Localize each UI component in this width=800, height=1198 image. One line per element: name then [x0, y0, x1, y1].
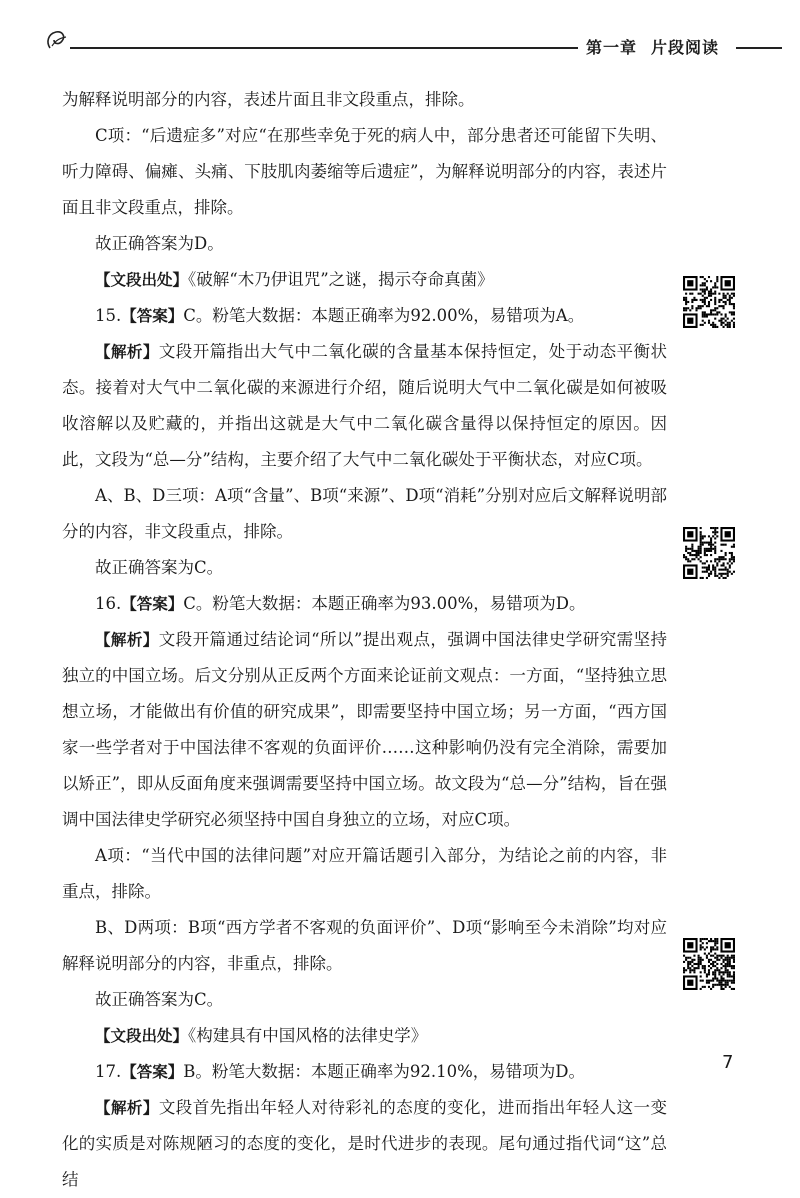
source-tag: 【文段出处】 [95, 271, 189, 289]
paragraph-text: 故正确答案为D。 [95, 234, 224, 253]
paragraph [62, 118, 667, 226]
chapter-title: 片段阅读 [651, 38, 720, 57]
analysis-paragraph [62, 334, 667, 478]
analysis-text: 文段开篇指出大气中二氧化碳的含量基本保持恒定，处于动态平衡状态。接着对大气中二氧化碳的来源进行介绍，随后说明大气中二氧化碳是如何被吸收溶解以及贮藏的，并指出这就是大气中二氧化碳含量得以保持恒定的原因。因此，文段为“总—分”结构，主要介绍了大气中二氧化碳处于平衡状态，对应C项。 [62, 342, 667, 469]
paragraph-text: B、D两项：B项“西方学者不客观的负面评价”、D项“影响至今未消除”均对应解释说明部分的内容，非重点，排除。 [62, 918, 667, 973]
page-number: 7 [722, 1052, 734, 1073]
analysis-paragraph [62, 622, 667, 838]
analysis-tag: 【解析】 [95, 1099, 159, 1117]
paragraph-text: 故正确答案为C。 [95, 558, 224, 577]
header-rule-left [70, 47, 578, 49]
header-rule-right [736, 47, 782, 49]
answer-tag: 【答案】 [121, 1063, 184, 1081]
leaf-ornament-icon [44, 26, 74, 56]
source-paragraph [62, 1018, 667, 1054]
qr-code-16[interactable] [683, 527, 735, 579]
question-number: 17. [95, 1062, 122, 1081]
page-body [62, 82, 667, 1198]
paragraph [62, 550, 667, 586]
paragraph [62, 82, 667, 118]
chapter-heading [586, 35, 733, 58]
paragraph [62, 910, 667, 982]
answer-text: C。粉笔大数据：本题正确率为92.00%，易错项为A。 [183, 306, 585, 325]
answer-text: C。粉笔大数据：本题正确率为93.00%，易错项为D。 [183, 594, 586, 613]
paragraph [62, 226, 667, 262]
answer-paragraph [62, 1054, 667, 1090]
qr-code-icon [683, 938, 735, 990]
paragraph [62, 478, 667, 550]
source-tag: 【文段出处】 [95, 1027, 189, 1045]
analysis-tag: 【解析】 [95, 343, 159, 361]
qr-code-icon [683, 527, 735, 579]
qr-code-15[interactable] [683, 276, 735, 328]
paragraph-text: A项：“当代中国的法律问题”对应开篇话题引入部分，为结论之前的内容，非重点，排除。 [62, 846, 667, 901]
analysis-text: 文段开篇通过结论词“所以”提出观点，强调中国法律史学研究需坚持独立的中国立场。后文分别从正反两个方面来论证前文观点：一方面，“坚持独立思想立场，才能做出有价值的研究成果”，即需要坚持中国立场；另一方面，“西方国家一些学者对于中国法律不客观的负面评价……这种影响仍没有完全消除，需要加以矫正”，即从反面角度来强调需要坚持中国立场。故文段为“总—分”结构，旨在强调中国法律史学研究必须坚持中国自身独立的立场，对应C项。 [62, 630, 667, 829]
qr-code-icon [683, 276, 735, 328]
paragraph [62, 982, 667, 1018]
analysis-text: 文段首先指出年轻人对待彩礼的态度的变化，进而指出年轻人这一变化的实质是对陈规陋习的态度的变化，是时代进步的表现。尾句通过指代词“这”总结 [62, 1098, 667, 1189]
source-title: 《破解“木乃伊诅咒”之谜，揭示夺命真菌》 [188, 270, 494, 289]
source-paragraph [62, 262, 667, 298]
analysis-tag: 【解析】 [95, 631, 159, 649]
question-number: 16. [95, 594, 122, 613]
answer-tag: 【答案】 [121, 595, 184, 613]
paragraph-text: 故正确答案为C。 [95, 990, 224, 1009]
paragraph-text: 为解释说明部分的内容，表述片面且非文段重点，排除。 [62, 90, 475, 109]
page-header [0, 0, 800, 80]
question-number: 15. [95, 306, 122, 325]
paragraph [62, 838, 667, 910]
paragraph-text: A、B、D三项：A项“含量”、B项“来源”、D项“消耗”分别对应后文解释说明部分的内容，非文段重点，排除。 [62, 486, 667, 541]
answer-paragraph [62, 586, 667, 622]
answer-paragraph [62, 298, 667, 334]
source-title: 《构建具有中国风格的法律史学》 [188, 1026, 428, 1045]
paragraph-text: C项：“后遗症多”对应“在那些幸免于死的病人中，部分患者还可能留下失明、听力障碍、偏瘫、头痛、下肢肌肉萎缩等后遗症”，为解释说明部分的内容，表述片面且非文段重点，排除。 [62, 126, 667, 217]
qr-code-17[interactable] [683, 938, 735, 990]
answer-text: B。粉笔大数据：本题正确率为92.10%，易错项为D。 [183, 1062, 586, 1081]
chapter-number: 第一章 [586, 38, 638, 57]
analysis-paragraph [62, 1090, 667, 1198]
answer-tag: 【答案】 [121, 307, 184, 325]
